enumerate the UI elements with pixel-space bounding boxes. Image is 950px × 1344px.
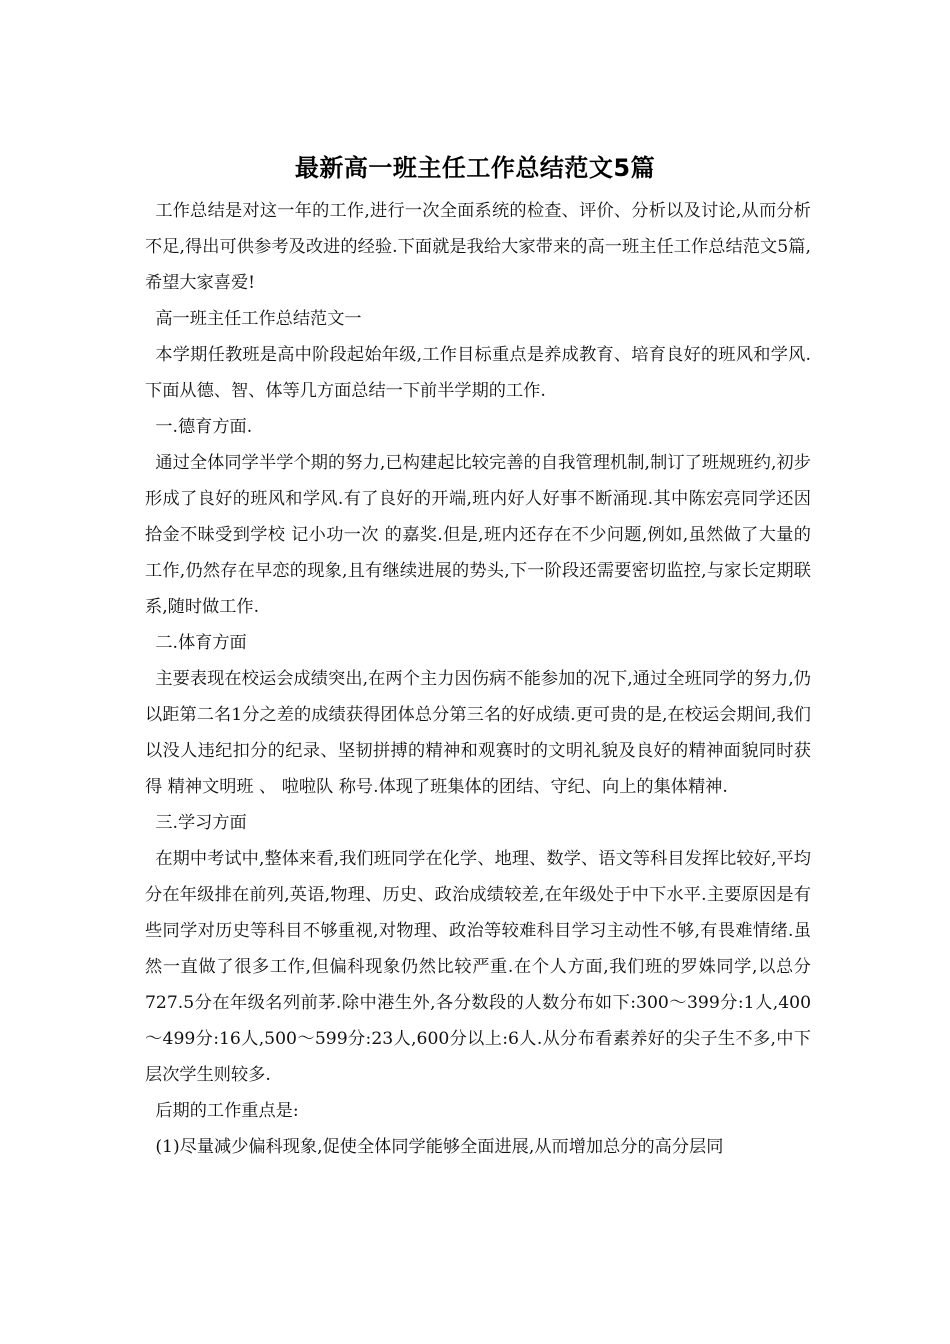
document-body	[145, 193, 811, 1165]
overview-paragraph: 本学期任教班是高中阶段起始年级,工作目标重点是养成教育、培育良好的班风和学风.下面从德、智、体等几方面总结一下前半学期的工作.	[145, 345, 811, 401]
section-heading-sample-one: 高一班主任工作总结范文一	[155, 309, 362, 329]
later-focus-item-1: (1)尽量减少偏科现象,促使全体同学能够全面进展,从而增加总分的高分层同	[155, 1137, 724, 1157]
moral-education-paragraph: 通过全体同学半学个期的努力,已构建起比较完善的自我管理机制,制订了班规班约,初步形成了良好的班风和学风.有了良好的开端,班内好人好事不断涌现.其中陈宏亮同学还因拾金不昧受到学校 记小功一次 的嘉奖.但是,班内还存在不少问题,例如,虽然做了大量的工作,仍然存在早恋的现象,且有继续进展的势头,下一阶段还需要密切监控,与家长定期联系,随时做工作.	[145, 453, 811, 617]
document-title: 最新高一班主任工作总结范文5篇	[294, 154, 656, 182]
physical-education-paragraph: 主要表现在校运会成绩突出,在两个主力因伤病不能参加的况下,通过全班同学的努力,仍以距第二名1分之差的成绩获得团体总分第三名的好成绩.更可贵的是,在校运会期间,我们以没人违纪扣分的纪录、坚韧拼搏的精神和观赛时的文明礼貌及良好的精神面貌同时获得 精神文明班 、 啦啦队 称号.体现了班集体的团结、守纪、向上的集体精神.	[145, 669, 811, 797]
intro-paragraph: 工作总结是对这一年的工作,进行一次全面系统的检查、评价、分析以及讨论,从而分析不足,得出可供参考及改进的经验.下面就是我给大家带来的高一班主任工作总结范文5篇,希望大家喜爱!	[145, 201, 811, 293]
section-heading-physical-education: 二.体育方面	[155, 633, 247, 653]
section-heading-moral-education: 一.德育方面.	[155, 417, 253, 437]
section-heading-study: 三.学习方面	[155, 813, 247, 833]
study-paragraph: 在期中考试中,整体来看,我们班同学在化学、地理、数学、语文等科目发挥比较好,平均分在年级排在前列,英语,物理、历史、政治成绩较差,在年级处于中下水平.主要原因是有些同学对历史等科目不够重视,对物理、政治等较难科目学习主动性不够,有畏难情绪.虽然一直做了很多工作,但偏科现象仍然比较严重.在个人方面,我们班的罗姝同学,以总分727.5分在年级名列前茅.除中港生外,各分数段的人数分布如下:300～399分:1人,400～499分:16人,500～599分:23人,600分以上:6人.从分布看素养好的尖子生不多,中下层次学生则较多.	[145, 849, 811, 1085]
later-focus-heading: 后期的工作重点是:	[155, 1101, 299, 1121]
